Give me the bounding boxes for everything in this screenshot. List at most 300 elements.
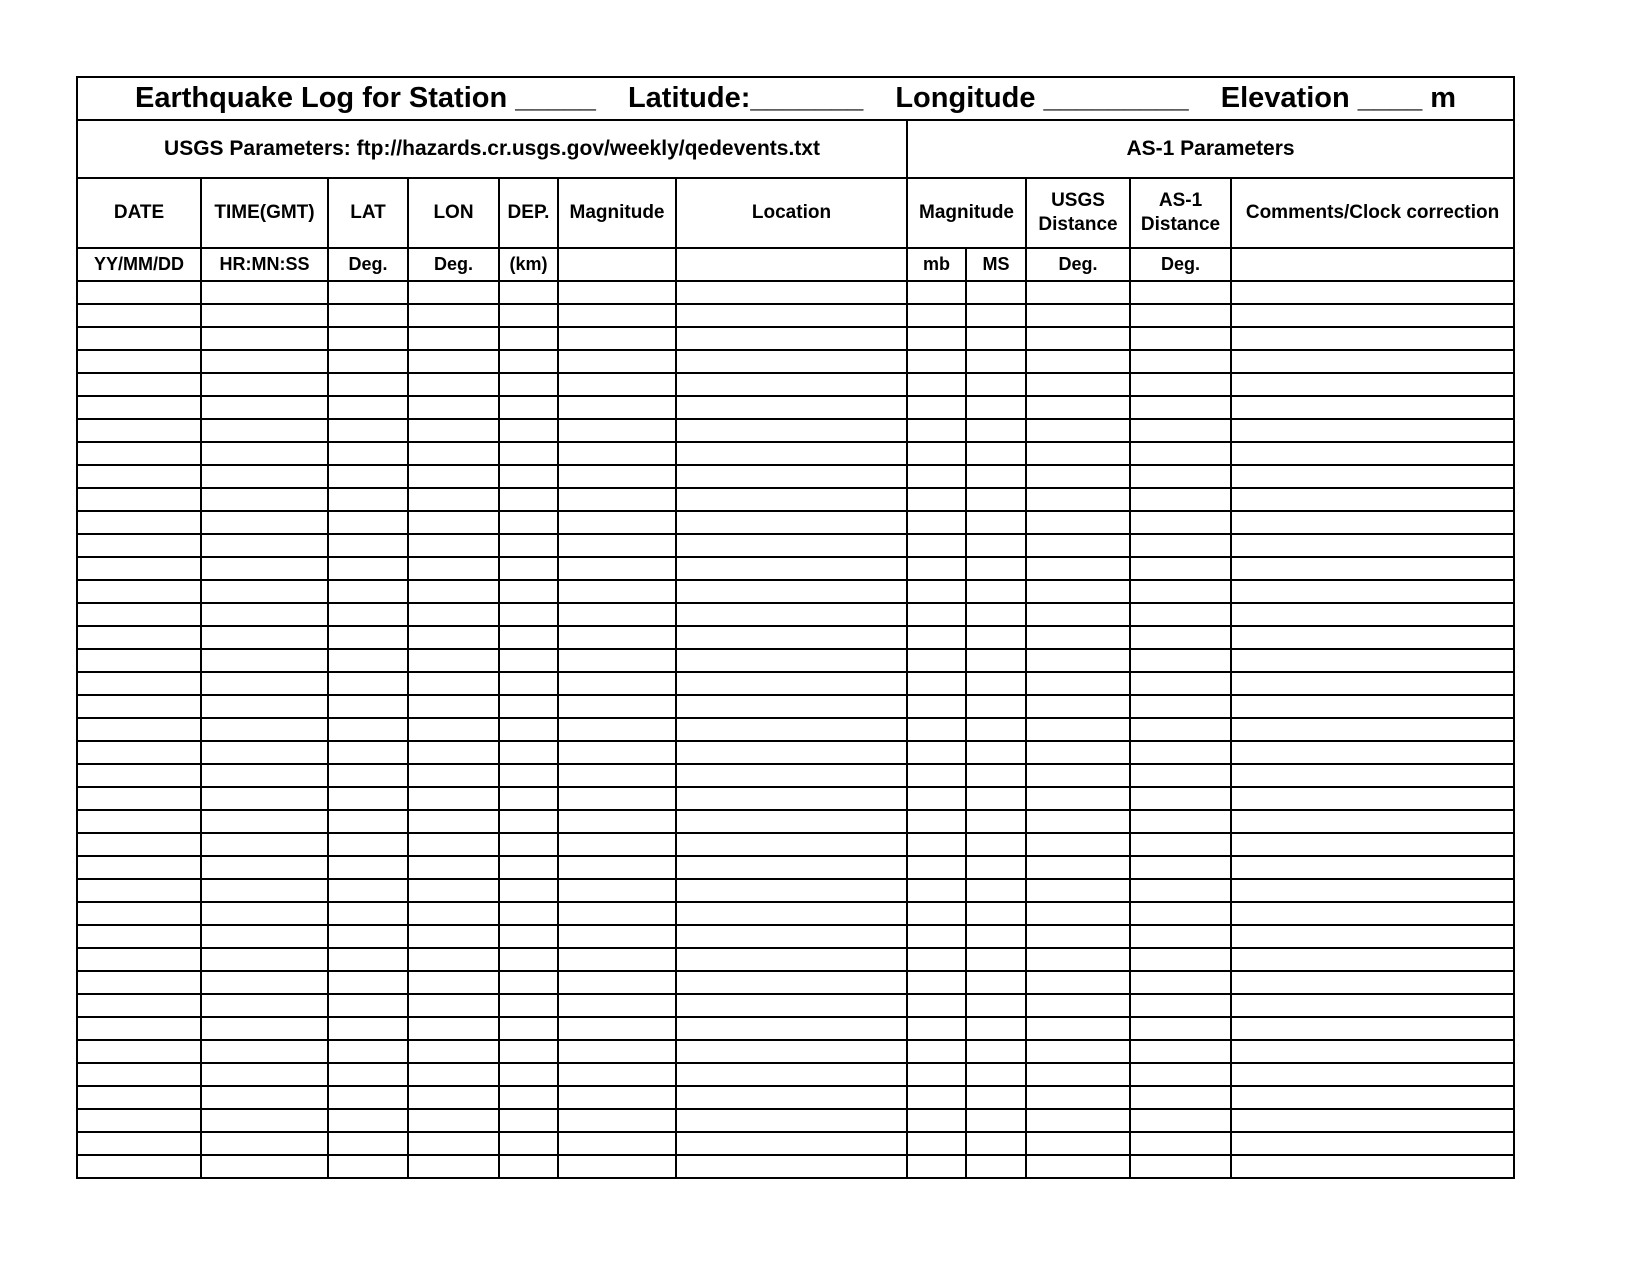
log-entry-cell[interactable] [966, 879, 1026, 902]
log-entry-cell[interactable] [676, 879, 907, 902]
log-entry-cell[interactable] [77, 1086, 201, 1109]
log-entry-cell[interactable] [1026, 488, 1130, 511]
log-entry-cell[interactable] [408, 373, 499, 396]
log-entry-cell[interactable] [558, 350, 676, 373]
log-entry-cell[interactable] [1026, 1040, 1130, 1063]
log-entry-cell[interactable] [408, 879, 499, 902]
log-entry-cell[interactable] [676, 695, 907, 718]
log-entry-cell[interactable] [201, 442, 328, 465]
log-entry-cell[interactable] [558, 810, 676, 833]
log-entry-cell[interactable] [499, 856, 558, 879]
log-entry-cell[interactable] [201, 649, 328, 672]
log-entry-cell[interactable] [966, 557, 1026, 580]
log-entry-cell[interactable] [1026, 465, 1130, 488]
log-entry-cell[interactable] [1130, 649, 1231, 672]
log-entry-cell[interactable] [408, 833, 499, 856]
log-entry-cell[interactable] [408, 1109, 499, 1132]
log-entry-cell[interactable] [907, 1063, 966, 1086]
log-entry-cell[interactable] [1026, 534, 1130, 557]
log-entry-cell[interactable] [408, 327, 499, 350]
log-entry-cell[interactable] [676, 994, 907, 1017]
log-entry-cell[interactable] [676, 1017, 907, 1040]
log-entry-cell[interactable] [966, 488, 1026, 511]
log-entry-cell[interactable] [499, 465, 558, 488]
log-entry-cell[interactable] [676, 534, 907, 557]
log-entry-cell[interactable] [408, 626, 499, 649]
log-entry-cell[interactable] [77, 626, 201, 649]
log-entry-cell[interactable] [499, 488, 558, 511]
log-entry-cell[interactable] [907, 718, 966, 741]
log-entry-cell[interactable] [676, 1086, 907, 1109]
log-entry-cell[interactable] [1231, 1040, 1514, 1063]
log-entry-cell[interactable] [328, 1155, 408, 1178]
log-entry-cell[interactable] [1026, 672, 1130, 695]
log-entry-cell[interactable] [1130, 396, 1231, 419]
log-entry-cell[interactable] [408, 902, 499, 925]
log-entry-cell[interactable] [966, 580, 1026, 603]
log-entry-cell[interactable] [1130, 741, 1231, 764]
log-entry-cell[interactable] [1231, 534, 1514, 557]
log-entry-cell[interactable] [966, 327, 1026, 350]
log-entry-cell[interactable] [201, 764, 328, 787]
log-entry-cell[interactable] [1130, 948, 1231, 971]
log-entry-cell[interactable] [408, 948, 499, 971]
log-entry-cell[interactable] [77, 350, 201, 373]
log-entry-cell[interactable] [966, 902, 1026, 925]
log-entry-cell[interactable] [201, 948, 328, 971]
log-entry-cell[interactable] [201, 1063, 328, 1086]
log-entry-cell[interactable] [1130, 1063, 1231, 1086]
log-entry-cell[interactable] [1130, 626, 1231, 649]
log-entry-cell[interactable] [201, 304, 328, 327]
log-entry-cell[interactable] [966, 1086, 1026, 1109]
log-entry-cell[interactable] [328, 1063, 408, 1086]
log-entry-cell[interactable] [328, 810, 408, 833]
log-entry-cell[interactable] [558, 1109, 676, 1132]
log-entry-cell[interactable] [907, 1109, 966, 1132]
log-entry-cell[interactable] [1026, 511, 1130, 534]
log-entry-cell[interactable] [328, 626, 408, 649]
log-entry-cell[interactable] [77, 994, 201, 1017]
log-entry-cell[interactable] [328, 534, 408, 557]
log-entry-cell[interactable] [499, 419, 558, 442]
log-entry-cell[interactable] [201, 833, 328, 856]
log-entry-cell[interactable] [1130, 373, 1231, 396]
log-entry-cell[interactable] [408, 1040, 499, 1063]
log-entry-cell[interactable] [966, 442, 1026, 465]
log-entry-cell[interactable] [328, 1109, 408, 1132]
log-entry-cell[interactable] [201, 1086, 328, 1109]
log-entry-cell[interactable] [328, 327, 408, 350]
log-entry-cell[interactable] [907, 1040, 966, 1063]
log-entry-cell[interactable] [77, 419, 201, 442]
log-entry-cell[interactable] [907, 557, 966, 580]
log-entry-cell[interactable] [966, 373, 1026, 396]
log-entry-cell[interactable] [966, 396, 1026, 419]
log-entry-cell[interactable] [499, 672, 558, 695]
log-entry-cell[interactable] [201, 1040, 328, 1063]
log-entry-cell[interactable] [676, 1155, 907, 1178]
log-entry-cell[interactable] [1026, 741, 1130, 764]
log-entry-cell[interactable] [966, 948, 1026, 971]
log-entry-cell[interactable] [328, 672, 408, 695]
log-entry-cell[interactable] [328, 833, 408, 856]
log-entry-cell[interactable] [499, 1063, 558, 1086]
log-entry-cell[interactable] [1130, 304, 1231, 327]
log-entry-cell[interactable] [77, 948, 201, 971]
log-entry-cell[interactable] [907, 580, 966, 603]
log-entry-cell[interactable] [328, 787, 408, 810]
log-entry-cell[interactable] [1026, 994, 1130, 1017]
log-entry-cell[interactable] [1231, 1063, 1514, 1086]
log-entry-cell[interactable] [1130, 672, 1231, 695]
log-entry-cell[interactable] [328, 442, 408, 465]
log-entry-cell[interactable] [1130, 718, 1231, 741]
log-entry-cell[interactable] [1231, 419, 1514, 442]
log-entry-cell[interactable] [499, 833, 558, 856]
log-entry-cell[interactable] [1231, 580, 1514, 603]
log-entry-cell[interactable] [1231, 810, 1514, 833]
log-entry-cell[interactable] [1026, 718, 1130, 741]
log-entry-cell[interactable] [558, 465, 676, 488]
log-entry-cell[interactable] [408, 534, 499, 557]
log-entry-cell[interactable] [77, 304, 201, 327]
log-entry-cell[interactable] [558, 879, 676, 902]
log-entry-cell[interactable] [1026, 764, 1130, 787]
log-entry-cell[interactable] [676, 327, 907, 350]
log-entry-cell[interactable] [558, 695, 676, 718]
log-entry-cell[interactable] [558, 626, 676, 649]
log-entry-cell[interactable] [1231, 511, 1514, 534]
log-entry-cell[interactable] [558, 1132, 676, 1155]
log-entry-cell[interactable] [499, 396, 558, 419]
log-entry-cell[interactable] [1231, 741, 1514, 764]
log-entry-cell[interactable] [676, 396, 907, 419]
log-entry-cell[interactable] [907, 879, 966, 902]
log-entry-cell[interactable] [408, 1155, 499, 1178]
log-entry-cell[interactable] [558, 1063, 676, 1086]
log-entry-cell[interactable] [558, 327, 676, 350]
log-entry-cell[interactable] [408, 741, 499, 764]
log-entry-cell[interactable] [77, 442, 201, 465]
log-entry-cell[interactable] [77, 1155, 201, 1178]
log-entry-cell[interactable] [558, 764, 676, 787]
log-entry-cell[interactable] [907, 695, 966, 718]
log-entry-cell[interactable] [499, 925, 558, 948]
log-entry-cell[interactable] [1231, 879, 1514, 902]
log-entry-cell[interactable] [676, 465, 907, 488]
log-entry-cell[interactable] [77, 810, 201, 833]
log-entry-cell[interactable] [907, 419, 966, 442]
log-entry-cell[interactable] [676, 419, 907, 442]
log-entry-cell[interactable] [1231, 350, 1514, 373]
log-entry-cell[interactable] [1026, 1155, 1130, 1178]
log-entry-cell[interactable] [201, 465, 328, 488]
log-entry-cell[interactable] [558, 902, 676, 925]
log-entry-cell[interactable] [966, 810, 1026, 833]
log-entry-cell[interactable] [408, 580, 499, 603]
log-entry-cell[interactable] [966, 856, 1026, 879]
log-entry-cell[interactable] [676, 373, 907, 396]
log-entry-cell[interactable] [499, 695, 558, 718]
log-entry-cell[interactable] [201, 971, 328, 994]
log-entry-cell[interactable] [201, 787, 328, 810]
log-entry-cell[interactable] [907, 810, 966, 833]
log-entry-cell[interactable] [1026, 327, 1130, 350]
log-entry-cell[interactable] [907, 1132, 966, 1155]
log-entry-cell[interactable] [77, 856, 201, 879]
log-entry-cell[interactable] [201, 1155, 328, 1178]
log-entry-cell[interactable] [558, 718, 676, 741]
log-entry-cell[interactable] [1026, 626, 1130, 649]
log-entry-cell[interactable] [1026, 810, 1130, 833]
log-entry-cell[interactable] [499, 948, 558, 971]
log-entry-cell[interactable] [499, 718, 558, 741]
log-entry-cell[interactable] [1130, 1155, 1231, 1178]
log-entry-cell[interactable] [676, 672, 907, 695]
log-entry-cell[interactable] [408, 787, 499, 810]
log-entry-cell[interactable] [408, 1017, 499, 1040]
log-entry-cell[interactable] [1231, 557, 1514, 580]
log-entry-cell[interactable] [1026, 373, 1130, 396]
log-entry-cell[interactable] [328, 603, 408, 626]
log-entry-cell[interactable] [907, 741, 966, 764]
log-entry-cell[interactable] [966, 1132, 1026, 1155]
log-entry-cell[interactable] [558, 994, 676, 1017]
log-entry-cell[interactable] [408, 488, 499, 511]
log-entry-cell[interactable] [1231, 971, 1514, 994]
log-entry-cell[interactable] [1231, 787, 1514, 810]
log-entry-cell[interactable] [966, 465, 1026, 488]
log-entry-cell[interactable] [1231, 994, 1514, 1017]
log-entry-cell[interactable] [77, 1017, 201, 1040]
log-entry-cell[interactable] [907, 833, 966, 856]
log-entry-cell[interactable] [1231, 603, 1514, 626]
log-entry-cell[interactable] [1026, 281, 1130, 304]
log-entry-cell[interactable] [1130, 603, 1231, 626]
log-entry-cell[interactable] [408, 281, 499, 304]
log-entry-cell[interactable] [328, 373, 408, 396]
log-entry-cell[interactable] [328, 281, 408, 304]
log-entry-cell[interactable] [1231, 718, 1514, 741]
log-entry-cell[interactable] [558, 672, 676, 695]
log-entry-cell[interactable] [77, 488, 201, 511]
log-entry-cell[interactable] [328, 741, 408, 764]
log-entry-cell[interactable] [201, 1109, 328, 1132]
log-entry-cell[interactable] [907, 442, 966, 465]
log-entry-cell[interactable] [1231, 764, 1514, 787]
log-entry-cell[interactable] [499, 373, 558, 396]
log-entry-cell[interactable] [201, 695, 328, 718]
log-entry-cell[interactable] [201, 718, 328, 741]
log-entry-cell[interactable] [201, 419, 328, 442]
log-entry-cell[interactable] [408, 396, 499, 419]
log-entry-cell[interactable] [328, 994, 408, 1017]
log-entry-cell[interactable] [676, 1040, 907, 1063]
log-entry-cell[interactable] [907, 649, 966, 672]
log-entry-cell[interactable] [499, 649, 558, 672]
log-entry-cell[interactable] [328, 925, 408, 948]
log-entry-cell[interactable] [907, 603, 966, 626]
log-entry-cell[interactable] [1231, 1017, 1514, 1040]
log-entry-cell[interactable] [676, 741, 907, 764]
log-entry-cell[interactable] [499, 534, 558, 557]
log-entry-cell[interactable] [907, 764, 966, 787]
log-entry-cell[interactable] [77, 718, 201, 741]
log-entry-cell[interactable] [676, 350, 907, 373]
log-entry-cell[interactable] [676, 718, 907, 741]
log-entry-cell[interactable] [408, 764, 499, 787]
log-entry-cell[interactable] [77, 465, 201, 488]
log-entry-cell[interactable] [907, 626, 966, 649]
log-entry-cell[interactable] [558, 856, 676, 879]
log-entry-cell[interactable] [1130, 465, 1231, 488]
log-entry-cell[interactable] [1026, 419, 1130, 442]
log-entry-cell[interactable] [1231, 1132, 1514, 1155]
log-entry-cell[interactable] [201, 603, 328, 626]
log-entry-cell[interactable] [328, 1017, 408, 1040]
log-entry-cell[interactable] [558, 511, 676, 534]
log-entry-cell[interactable] [499, 1109, 558, 1132]
log-entry-cell[interactable] [408, 557, 499, 580]
log-entry-cell[interactable] [1026, 1086, 1130, 1109]
log-entry-cell[interactable] [907, 948, 966, 971]
log-entry-cell[interactable] [328, 396, 408, 419]
log-entry-cell[interactable] [907, 856, 966, 879]
log-entry-cell[interactable] [558, 833, 676, 856]
log-entry-cell[interactable] [1130, 534, 1231, 557]
log-entry-cell[interactable] [676, 649, 907, 672]
log-entry-cell[interactable] [907, 1086, 966, 1109]
log-entry-cell[interactable] [558, 396, 676, 419]
log-entry-cell[interactable] [328, 419, 408, 442]
log-entry-cell[interactable] [328, 948, 408, 971]
log-entry-cell[interactable] [77, 534, 201, 557]
log-entry-cell[interactable] [966, 281, 1026, 304]
log-entry-cell[interactable] [558, 603, 676, 626]
log-entry-cell[interactable] [1130, 971, 1231, 994]
log-entry-cell[interactable] [499, 994, 558, 1017]
log-entry-cell[interactable] [77, 281, 201, 304]
log-entry-cell[interactable] [966, 1017, 1026, 1040]
log-entry-cell[interactable] [676, 787, 907, 810]
log-entry-cell[interactable] [1130, 1086, 1231, 1109]
log-entry-cell[interactable] [966, 787, 1026, 810]
log-entry-cell[interactable] [966, 718, 1026, 741]
log-entry-cell[interactable] [201, 925, 328, 948]
log-entry-cell[interactable] [201, 856, 328, 879]
log-entry-cell[interactable] [201, 626, 328, 649]
log-entry-cell[interactable] [907, 925, 966, 948]
log-entry-cell[interactable] [1231, 1086, 1514, 1109]
log-entry-cell[interactable] [1130, 327, 1231, 350]
log-entry-cell[interactable] [1130, 442, 1231, 465]
log-entry-cell[interactable] [907, 327, 966, 350]
log-entry-cell[interactable] [499, 1155, 558, 1178]
log-entry-cell[interactable] [328, 557, 408, 580]
log-entry-cell[interactable] [966, 603, 1026, 626]
log-entry-cell[interactable] [77, 1040, 201, 1063]
log-entry-cell[interactable] [558, 534, 676, 557]
log-entry-cell[interactable] [77, 902, 201, 925]
log-entry-cell[interactable] [1026, 925, 1130, 948]
log-entry-cell[interactable] [1130, 1132, 1231, 1155]
log-entry-cell[interactable] [1130, 281, 1231, 304]
log-entry-cell[interactable] [676, 580, 907, 603]
log-entry-cell[interactable] [499, 902, 558, 925]
log-entry-cell[interactable] [499, 764, 558, 787]
log-entry-cell[interactable] [1130, 879, 1231, 902]
log-entry-cell[interactable] [558, 925, 676, 948]
log-entry-cell[interactable] [966, 534, 1026, 557]
log-entry-cell[interactable] [328, 488, 408, 511]
log-entry-cell[interactable] [558, 557, 676, 580]
log-entry-cell[interactable] [1130, 419, 1231, 442]
log-entry-cell[interactable] [1130, 695, 1231, 718]
log-entry-cell[interactable] [1231, 902, 1514, 925]
log-entry-cell[interactable] [328, 902, 408, 925]
log-entry-cell[interactable] [77, 672, 201, 695]
log-entry-cell[interactable] [1130, 902, 1231, 925]
log-entry-cell[interactable] [907, 350, 966, 373]
log-entry-cell[interactable] [966, 741, 1026, 764]
log-entry-cell[interactable] [558, 1017, 676, 1040]
log-entry-cell[interactable] [77, 1063, 201, 1086]
log-entry-cell[interactable] [1026, 1063, 1130, 1086]
log-entry-cell[interactable] [907, 994, 966, 1017]
log-entry-cell[interactable] [907, 281, 966, 304]
log-entry-cell[interactable] [1231, 833, 1514, 856]
log-entry-cell[interactable] [408, 511, 499, 534]
log-entry-cell[interactable] [676, 557, 907, 580]
log-entry-cell[interactable] [558, 304, 676, 327]
log-entry-cell[interactable] [1026, 304, 1130, 327]
log-entry-cell[interactable] [676, 511, 907, 534]
log-entry-cell[interactable] [907, 1017, 966, 1040]
log-entry-cell[interactable] [1026, 442, 1130, 465]
log-entry-cell[interactable] [408, 810, 499, 833]
log-entry-cell[interactable] [201, 396, 328, 419]
log-entry-cell[interactable] [499, 741, 558, 764]
log-entry-cell[interactable] [1231, 488, 1514, 511]
log-entry-cell[interactable] [1130, 1017, 1231, 1040]
log-entry-cell[interactable] [499, 1132, 558, 1155]
log-entry-cell[interactable] [1130, 557, 1231, 580]
log-entry-cell[interactable] [558, 442, 676, 465]
log-entry-cell[interactable] [907, 971, 966, 994]
log-entry-cell[interactable] [201, 373, 328, 396]
log-entry-cell[interactable] [676, 948, 907, 971]
log-entry-cell[interactable] [907, 534, 966, 557]
log-entry-cell[interactable] [676, 810, 907, 833]
log-entry-cell[interactable] [77, 327, 201, 350]
log-entry-cell[interactable] [907, 511, 966, 534]
log-entry-cell[interactable] [1130, 488, 1231, 511]
log-entry-cell[interactable] [966, 419, 1026, 442]
log-entry-cell[interactable] [1130, 925, 1231, 948]
log-entry-cell[interactable] [1231, 327, 1514, 350]
log-entry-cell[interactable] [558, 488, 676, 511]
log-entry-cell[interactable] [1130, 810, 1231, 833]
log-entry-cell[interactable] [676, 925, 907, 948]
log-entry-cell[interactable] [77, 557, 201, 580]
log-entry-cell[interactable] [1026, 695, 1130, 718]
log-entry-cell[interactable] [1130, 350, 1231, 373]
log-entry-cell[interactable] [77, 1109, 201, 1132]
log-entry-cell[interactable] [1130, 511, 1231, 534]
log-entry-cell[interactable] [499, 1086, 558, 1109]
log-entry-cell[interactable] [499, 304, 558, 327]
